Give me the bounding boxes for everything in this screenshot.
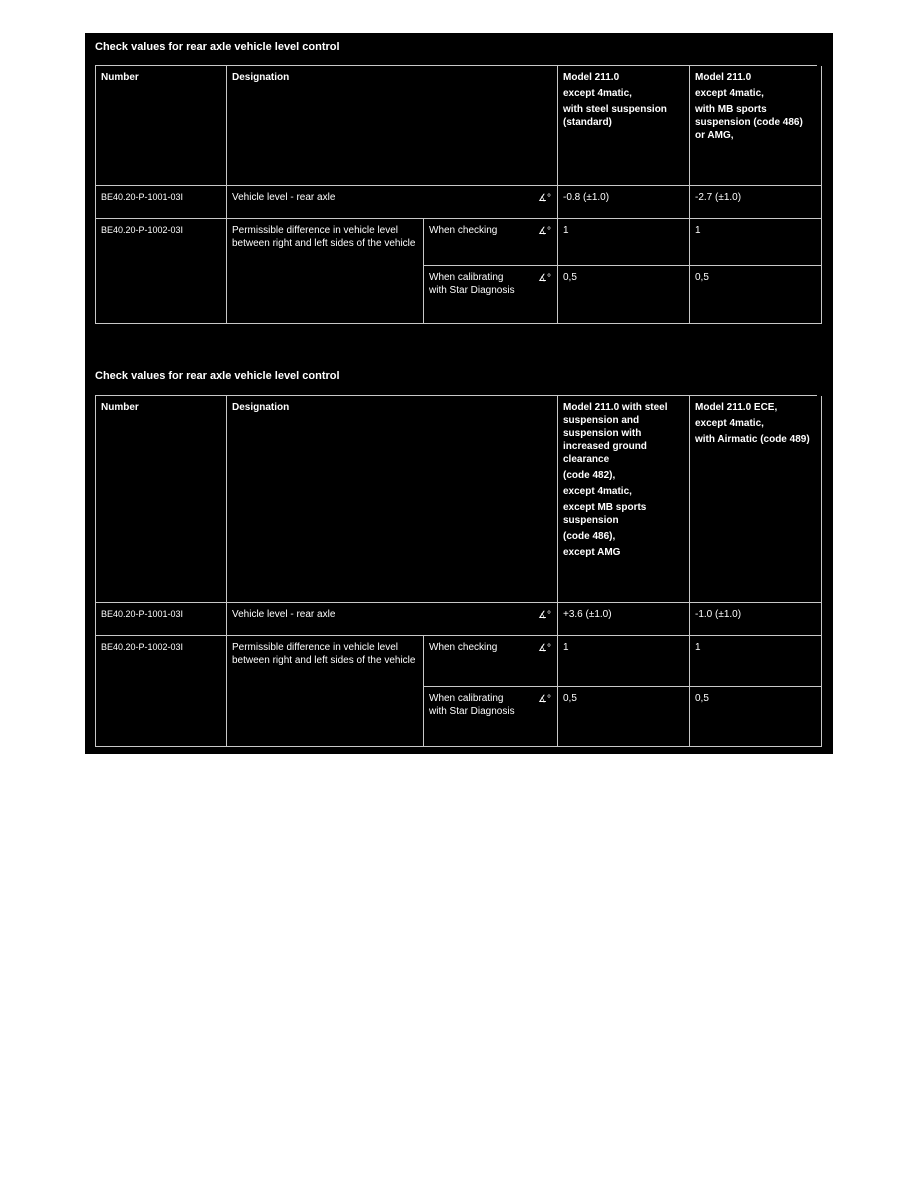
value-a: 1 [558,636,690,687]
condition-checking: When checking ∡° [424,219,558,266]
table-2 [95,395,817,747]
value-b: 1 [690,636,822,687]
angle-icon: ∡° [538,193,551,204]
value-b: -1.0 (±1.0) [690,603,822,636]
value-a: +3.6 (±1.0) [558,603,690,636]
row-number: BE40.20-P-1001-03I [96,603,227,636]
value-b: 1 [690,219,822,266]
row-designation: Permissible difference in vehicle level between right and left sides of the vehicle [227,636,424,747]
table-1-title: Check values for rear axle vehicle level control [95,41,340,53]
value-b: 0,5 [690,266,822,324]
row-designation: Vehicle level - rear axle ∡° [227,603,558,636]
value-b: 0,5 [690,687,822,747]
angle-icon: ∡° [538,273,551,284]
condition-checking: When checking ∡° [424,636,558,687]
condition-calibrating: When calibrating with Star Diagnosis ∡° [424,266,558,324]
row-number: BE40.20-P-1001-03I [96,186,227,219]
header-model-a: Model 211.0 with steel suspension and suspension with increased ground clearance (code 482), except 4matic, except MB sports suspension (code 486), except AMG [558,396,690,603]
condition-calibrating: When calibrating with Star Diagnosis ∡° [424,687,558,747]
header-number: Number [96,66,227,186]
value-a: 0,5 [558,687,690,747]
header-model-b: Model 211.0 ECE, except 4matic, with Airmatic (code 489) [690,396,822,603]
value-a: -0.8 (±1.0) [558,186,690,219]
header-number: Number [96,396,227,603]
angle-icon: ∡° [538,643,551,654]
table-1 [95,65,817,324]
angle-icon: ∡° [538,610,551,621]
header-designation: Designation [227,396,558,603]
header-model-b: Model 211.0 except 4matic, with MB sports suspension (code 486) or AMG, [690,66,822,186]
value-b: -2.7 (±1.0) [690,186,822,219]
row-number: BE40.20-P-1002-03I [96,636,227,747]
value-a: 1 [558,219,690,266]
value-a: 0,5 [558,266,690,324]
row-number: BE40.20-P-1002-03I [96,219,227,324]
table-2-title: Check values for rear axle vehicle level control [95,370,340,382]
document-panel [85,33,833,754]
row-designation: Vehicle level - rear axle ∡° [227,186,558,219]
angle-icon: ∡° [538,694,551,705]
row-designation: Permissible difference in vehicle level between right and left sides of the vehicle [227,219,424,324]
angle-icon: ∡° [538,226,551,237]
header-model-a: Model 211.0 except 4matic, with steel suspension (standard) [558,66,690,186]
header-designation: Designation [227,66,558,186]
